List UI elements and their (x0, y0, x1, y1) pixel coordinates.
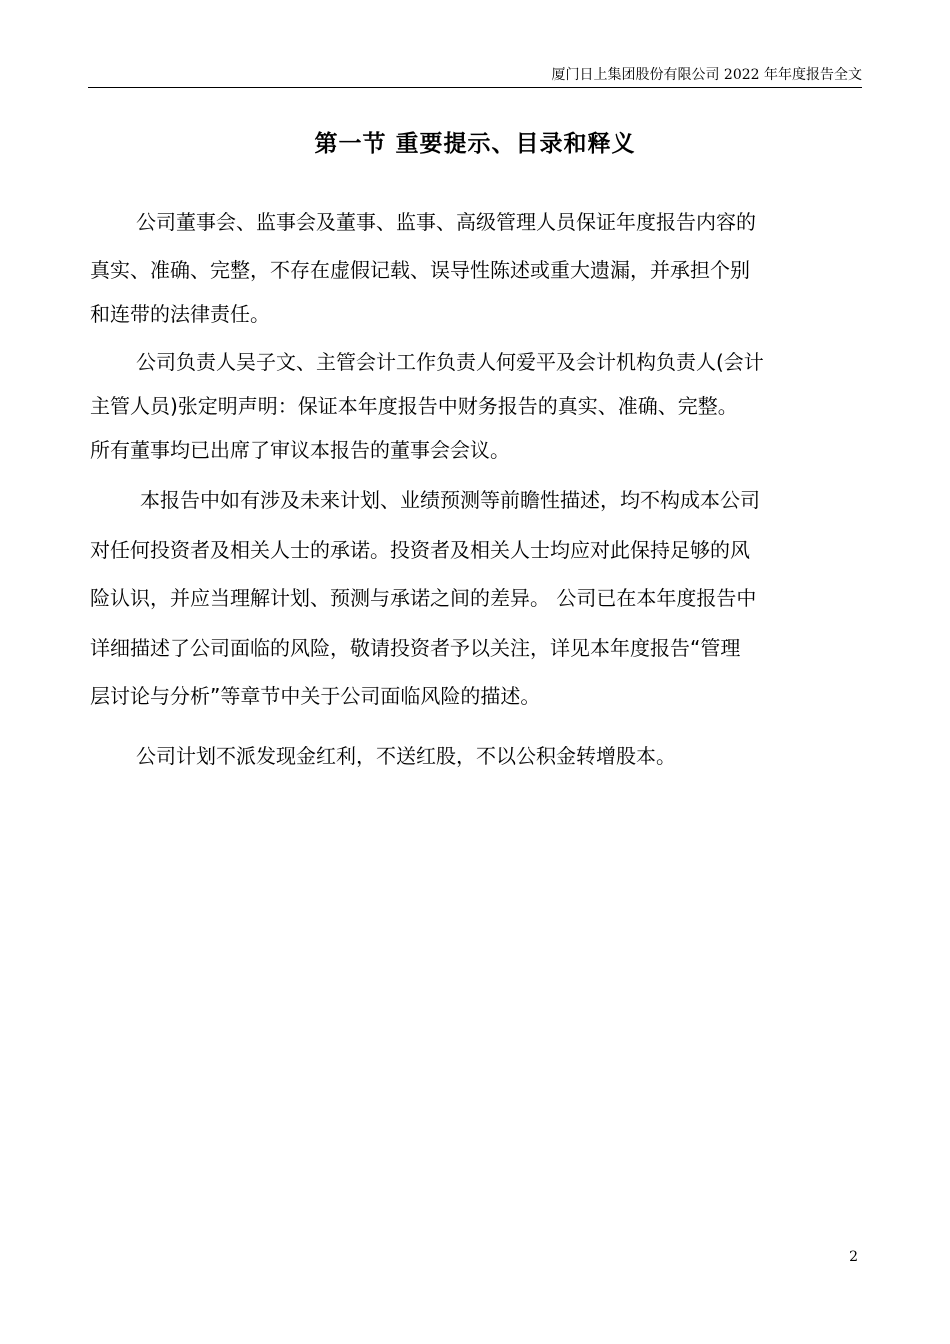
paragraph-3-line-4: 详细描述了公司面临的风险，敬请投资者予以关注，详见本年度报告“管理 (90, 636, 741, 660)
running-header (88, 64, 862, 88)
header-text: 厦门日上集团股份有限公司 2022 年年度报告全文 (551, 67, 862, 83)
paragraph-1-line-3: 和连带的法律责任。 (90, 302, 270, 326)
paragraph-3-line-1: 本报告中如有涉及未来计划、业绩预测等前瞻性描述，均不构成本公司 (140, 488, 760, 512)
paragraph-4-line-1: 公司计划不派发现金红利，不送红股，不以公积金转增股本。 (136, 744, 676, 768)
page-number: 2 (849, 1249, 858, 1265)
paragraph-1-line-2: 真实、准确、完整，不存在虚假记载、误导性陈述或重大遗漏，并承担个别 (90, 258, 750, 282)
paragraph-2-line-3: 所有董事均已出席了审议本报告的董事会会议。 (90, 438, 510, 462)
paragraph-2-line-1: 公司负责人吴子文、主管会计工作负责人何爱平及会计机构负责人(会计 (136, 350, 764, 374)
paragraph-3-line-3: 险认识，并应当理解计划、预测与承诺之间的差异。 公司已在本年度报告中 (90, 586, 757, 610)
section-title: 第一节 重要提示、目录和释义 (314, 131, 636, 157)
paragraph-3-line-2: 对任何投资者及相关人士的承诺。投资者及相关人士均应对此保持足够的风 (90, 538, 750, 562)
paragraph-3-line-5: 层讨论与分析”等章节中关于公司面临风险的描述。 (90, 684, 541, 708)
paragraph-2-line-2: 主管人员)张定明声明：保证本年度报告中财务报告的真实、准确、完整。 (90, 394, 738, 418)
paragraph-1-line-1: 公司董事会、监事会及董事、监事、高级管理人员保证年度报告内容的 (136, 210, 756, 234)
